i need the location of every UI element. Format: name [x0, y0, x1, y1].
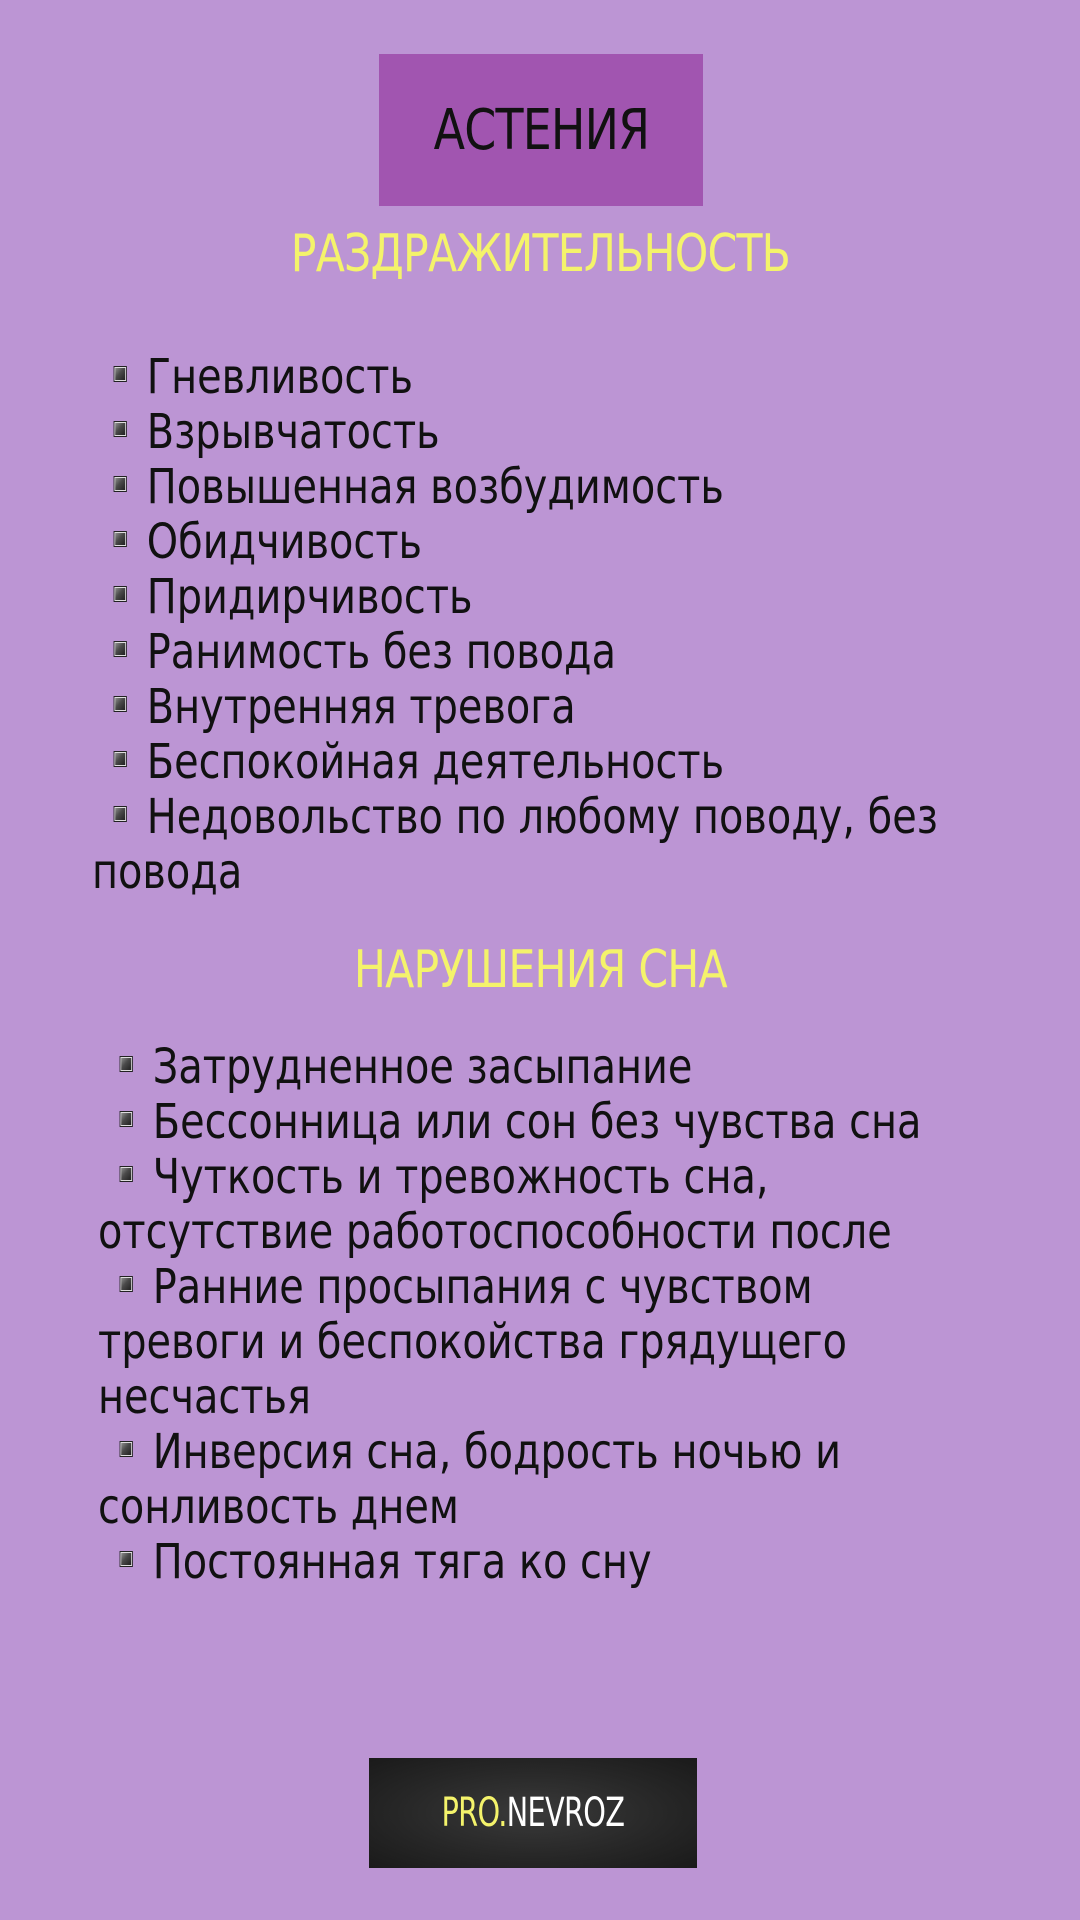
list-item [98, 1150, 998, 1260]
logo-text [442, 1790, 625, 1836]
square-bullet-icon [114, 531, 127, 547]
list-item [98, 1095, 998, 1150]
list-item [92, 460, 992, 515]
list-item [92, 790, 992, 900]
section-heading-sleep-disorders [0, 940, 1080, 1000]
list-item [92, 735, 992, 790]
list-item [92, 515, 992, 570]
sleep-disorders-list [98, 1040, 998, 1590]
list-item-text: Беспокойная деятельность [146, 734, 725, 790]
list-item-text: Постоянная тяга ко сну [152, 1534, 652, 1590]
list-item-text: Недовольство по любому поводу, без повода [92, 789, 938, 900]
logo-pro-text: PRO. [441, 1790, 507, 1836]
list-item [98, 1260, 998, 1425]
page-title: АСТЕНИЯ [433, 97, 649, 163]
list-item-text: Чуткость и тревожность сна, отсутствие работоспособности после [98, 1149, 892, 1260]
square-bullet-icon [120, 1056, 133, 1072]
list-item-text: Придирчивость [146, 569, 473, 625]
square-bullet-icon [114, 751, 127, 767]
list-item-text: Инверсия сна, бодрость ночью и сонливость днем [98, 1424, 841, 1535]
list-item-text: Обидчивость [146, 514, 423, 570]
square-bullet-icon [114, 696, 127, 712]
square-bullet-icon [114, 806, 127, 822]
square-bullet-icon [120, 1276, 133, 1292]
title-box [379, 54, 703, 206]
list-item [98, 1535, 998, 1590]
list-item [92, 350, 992, 405]
list-item-text: Затрудненное засыпание [152, 1039, 693, 1095]
section-heading-irritability [0, 224, 1080, 284]
list-item [92, 625, 992, 680]
square-bullet-icon [114, 421, 127, 437]
irritability-list [92, 350, 992, 900]
logo [369, 1758, 697, 1868]
square-bullet-icon [114, 641, 127, 657]
list-item [98, 1040, 998, 1095]
list-item-text: Взрывчатость [146, 404, 440, 460]
square-bullet-icon [120, 1166, 133, 1182]
list-item [92, 680, 992, 735]
list-item [92, 570, 992, 625]
list-item-text: Ранние просыпания с чувством тревоги и беспокойства грядущего несчастья [98, 1259, 847, 1425]
logo-name-text: NEVROZ [506, 1790, 625, 1836]
list-item-text: Гневливость [146, 349, 413, 405]
list-item-text: Ранимость без повода [146, 624, 617, 680]
square-bullet-icon [120, 1551, 133, 1567]
list-item-text: Внутренняя тревога [146, 679, 576, 735]
section-heading-text: РАЗДРАЖИТЕЛЬНОСТЬ [290, 224, 790, 284]
list-item-text: Повышенная возбудимость [146, 459, 724, 515]
list-item [92, 405, 992, 460]
square-bullet-icon [114, 586, 127, 602]
section-heading-text: НАРУШЕНИЯ СНА [353, 940, 727, 1000]
square-bullet-icon [114, 366, 127, 382]
list-item-text: Бессонница или сон без чувства сна [152, 1094, 922, 1150]
square-bullet-icon [114, 476, 127, 492]
list-item [98, 1425, 998, 1535]
square-bullet-icon [120, 1111, 133, 1127]
square-bullet-icon [120, 1441, 133, 1457]
